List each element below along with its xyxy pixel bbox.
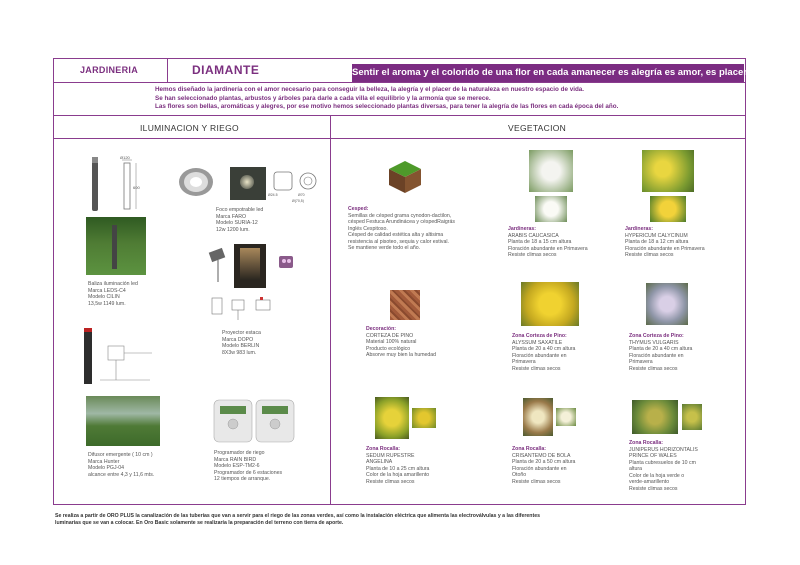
crisantemo-detail-photo bbox=[556, 408, 576, 426]
projector-diagram bbox=[210, 294, 280, 322]
juniperus-detail-photo bbox=[682, 404, 702, 430]
caption-crisantemo: Zona Rocalla: CRISANTEMO DE BOLA Planta de 20 a 50 cm altura Floración abundante en Otoño Resiste climas secos bbox=[512, 446, 576, 485]
footer-line: luminarias que se van a colocar. En Oro Basic solamente se realizaría la preparación del terreno con tierra de aporte. bbox=[55, 520, 344, 526]
section-divider bbox=[53, 138, 746, 139]
dimension-label: Ø24.5 bbox=[268, 193, 278, 197]
caption-projector: Proyector estaca Marca DOPO Modelo BERLIN 8X3w 983 lum. bbox=[222, 330, 261, 356]
caption-cesped: Cesped: Semillas de césped grama cynodon-dactilon, césped Festuca Arundinácea y céspedRaigrás Inglés Cespitoso. Césped de calidad estética alta y altisima resistencia al pisoteo, sequia y calor estival. Se mantiene verde todo el año. bbox=[348, 206, 455, 251]
dimension-label: Ø70 bbox=[298, 193, 305, 197]
sprinkler-diagram bbox=[80, 326, 160, 388]
hypericum-photo bbox=[642, 150, 694, 192]
dimension-label: Ø120 bbox=[120, 155, 130, 160]
crisantemo-photo bbox=[523, 398, 553, 436]
alyssum-photo bbox=[521, 282, 579, 326]
tagline-banner: Sentir el aroma y el colorido de una flor en cada amanecer es alegría es amor, es placer. bbox=[352, 64, 744, 82]
column-separator bbox=[330, 115, 331, 505]
hypericum-detail-photo bbox=[650, 196, 686, 222]
projector-led-photo bbox=[276, 252, 298, 274]
arabis-photo bbox=[529, 150, 573, 192]
caption-corteza: Decoración: CORTEZA DE PINO Material 100% natural Producto ecológico Absorve muy bien la humedad bbox=[366, 326, 437, 358]
bollard-diagram bbox=[84, 153, 148, 215]
dimension-label: 600 bbox=[133, 185, 140, 190]
caption-sedum: Zona Rocalla: SEDUM RUPESTRE ANGELINA Planta de 10 a 25 cm altura Color de la hoja amarillento Resiste climas secos bbox=[366, 446, 430, 485]
bollard-garden-photo bbox=[86, 217, 146, 275]
arabis-detail-photo bbox=[535, 196, 567, 222]
caption-controller: Programador de riego Marca RAIN BIRD Modelo ESP-TM2-6 Programador de 6 estaciones 12 tiempos de arranque. bbox=[214, 450, 283, 482]
thymus-photo bbox=[646, 283, 688, 325]
intro-text bbox=[155, 86, 735, 112]
caption-hypericum: Jardineras: HYPERICUM CALYCINUM Planta de 18 a 12 cm altura Floración abundante en Primavera Resiste climas secos bbox=[625, 226, 705, 258]
projector-photo bbox=[204, 244, 232, 284]
sprinkler-photo bbox=[86, 396, 160, 446]
caption-juniperus: Zona Rocalla: JUNIPERUS HORIZONTALIS PRINCE OF WALES Planta cubresuelos de 10 cm altura Color de la hoja verde o verde-amarillento Resiste climas secos bbox=[629, 440, 698, 492]
intro-line: Se han seleccionado plantas, arbustos y árboles para darle a cada villa el equilibrio y la armonía que se merece. bbox=[155, 94, 491, 102]
sedum-detail-photo bbox=[412, 408, 436, 428]
juniperus-photo bbox=[632, 400, 678, 434]
caption-arabis: Jardineras: ARABIS CAUCASICA Planta de 18 a 15 cm altura Floración abundante en Primavera Resiste climas secos bbox=[508, 226, 588, 258]
intro-line: Las flores son bellas, aromáticas y alegres, por ese motivo hemos seleccionado plantas diversas, para tener la alegría de las flores en cada época del año. bbox=[155, 103, 619, 110]
section-label: JARDINERIA bbox=[80, 65, 139, 75]
pine-bark-photo bbox=[390, 290, 420, 320]
caption-bollard: Baliza iluminación led Marca LEDS-C4 Modelo CILIN 13,5w 1149 lum. bbox=[88, 281, 138, 307]
footer-line: Se realiza a partir de ORO PLUS la canalización de las tuberías que van a servir para el riego de las zonas verdes, así como la instalación eléctrica que alimenta las electroválvulas y a las diferentes bbox=[55, 513, 540, 519]
irrigation-controller-photo bbox=[212, 398, 296, 444]
footer-note bbox=[55, 513, 615, 527]
section-title-lighting: ILUMINACION Y RIEGO bbox=[140, 123, 239, 133]
page-title: DIAMANTE bbox=[192, 63, 260, 77]
caption-thymus: Zona Corteza de Pino: THYMUS VULGARIS Planta de 20 a 40 cm altura Floración abundante en Primavera Resiste climas secos bbox=[629, 333, 693, 372]
spot-dimension-diagram bbox=[268, 166, 330, 204]
header-separator bbox=[167, 58, 168, 82]
intro-divider bbox=[53, 115, 746, 116]
intro-line: Hemos diseñado la jardinería con el amor necesario para conseguir la belleza, la alegría y el placer de la naturaleza en nuestro espacio de vida. bbox=[155, 86, 585, 93]
caption-sprinkler: Difusor emergente ( 10 cm ) Marca Hunter Modelo PGJ-04 alcance entre 4,3 y 11,6 mts. bbox=[88, 452, 155, 478]
spot-night-photo bbox=[230, 167, 266, 200]
caption-alyssum: Zona Corteza de Pino: ALYSSUM SAXATILE Planta de 20 a 40 cm altura Floración abundante en Primavera Resiste climas secos bbox=[512, 333, 576, 372]
projector-night-photo bbox=[234, 244, 266, 288]
grass-cube-photo bbox=[387, 157, 423, 195]
recessed-spot-photo bbox=[176, 166, 218, 200]
header-divider bbox=[53, 82, 746, 83]
caption-recessed-spot: Foco empotrable led Marca FARO Modelo SURIA-12 12w 1200 lum. bbox=[216, 207, 264, 233]
section-title-vegetation: VEGETACION bbox=[508, 123, 567, 133]
sedum-photo bbox=[375, 397, 409, 439]
dimension-label: Ø(70,5) bbox=[292, 199, 304, 203]
